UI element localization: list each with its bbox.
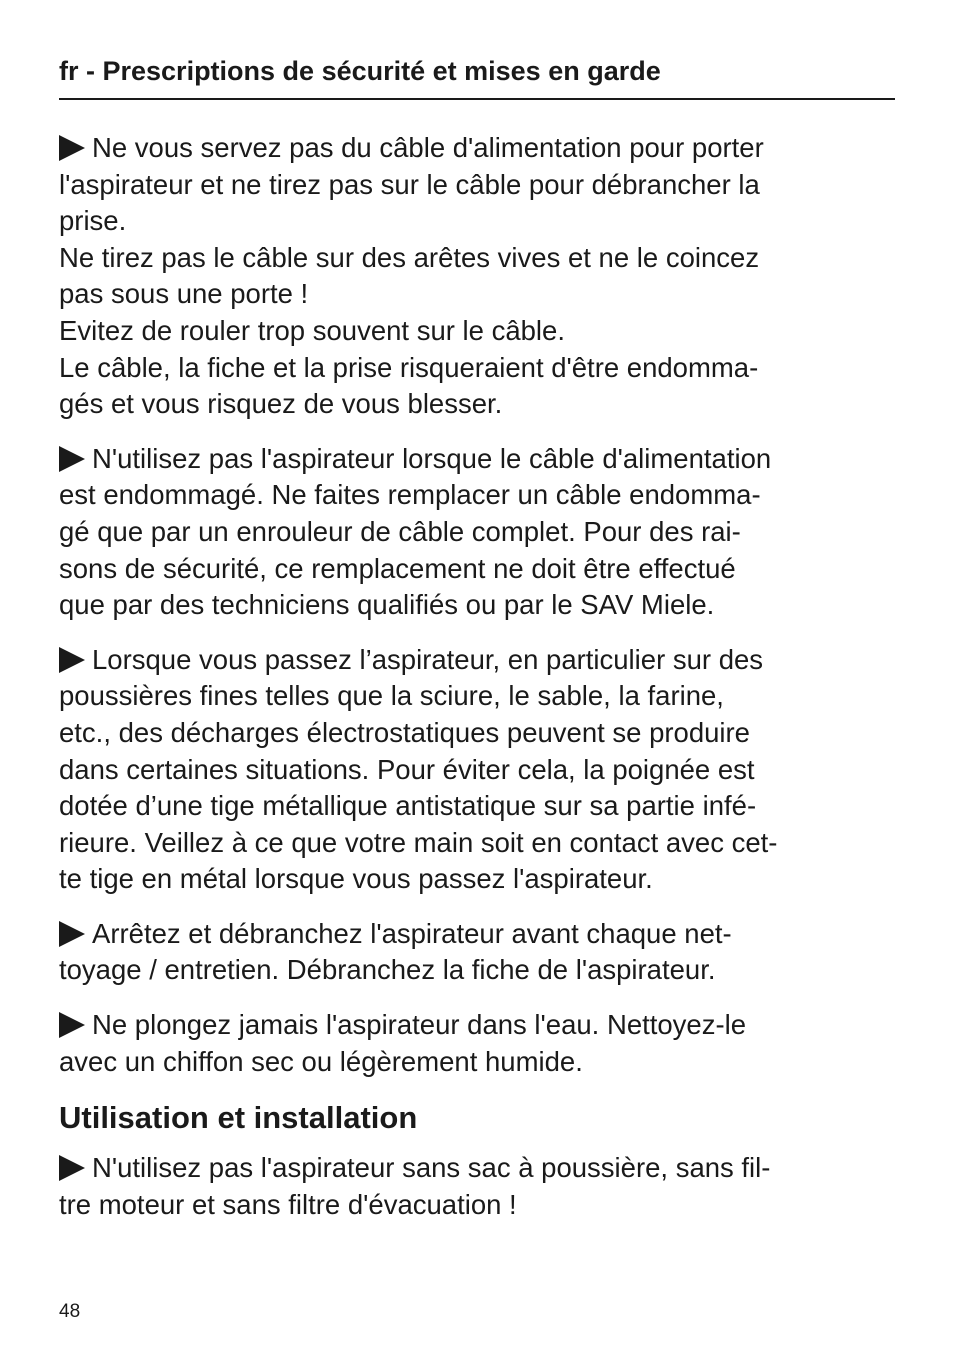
text-line: Ne plongez jamais l'aspirateur dans l'eau. Nettoyez-le <box>59 1007 895 1044</box>
page-number: 48 <box>59 1301 81 1322</box>
document-page <box>59 52 895 1241</box>
text-line: N'utilisez pas l'aspirateur lorsque le câble d'alimentation <box>59 441 895 478</box>
warning-paragraph-damaged-cable <box>59 441 895 624</box>
triangle-right-icon <box>59 1012 85 1038</box>
section-title: Utilisation et installation <box>59 1100 418 1136</box>
text-line: Evitez de rouler trop souvent sur le câble. <box>59 314 565 346</box>
text-line: Ne vous servez pas du câble d'alimentation pour porter <box>59 130 895 167</box>
text-line: gés et vous risquez de vous blesser. <box>59 388 503 420</box>
warning-paragraph-water <box>59 1007 895 1080</box>
text-line: pas sous une porte ! <box>59 278 309 310</box>
text-line: avec un chiffon sec ou légèrement humide. <box>59 1045 583 1077</box>
triangle-right-icon <box>59 446 85 472</box>
text-line: Lorsque vous passez l’aspirateur, en particulier sur des <box>59 642 895 679</box>
text-line: que par des techniciens qualifiés ou par le SAV Miele. <box>59 589 715 621</box>
text-line: l'aspirateur et ne tirez pas sur le câble pour débrancher la <box>59 168 760 200</box>
triangle-right-icon <box>59 1155 85 1181</box>
text-line: gé que par un enrouleur de câble complet. Pour des rai- <box>59 515 741 547</box>
warning-paragraph-cable <box>59 130 895 423</box>
text-line: tre moteur et sans filtre d'évacuation ! <box>59 1188 517 1220</box>
triangle-right-icon <box>59 647 85 673</box>
text-line: sons de sécurité, ce remplacement ne doit être effectué <box>59 552 736 584</box>
text-line: prise. <box>59 205 127 237</box>
text-line: Le câble, la fiche et la prise risqueraient d'être endomma- <box>59 351 759 383</box>
warning-paragraph-electrostatic <box>59 642 895 898</box>
text-line: Arrêtez et débranchez l'aspirateur avant chaque net- <box>59 916 895 953</box>
text-line: Ne tirez pas le câble sur des arêtes vives et ne le coincez <box>59 241 760 273</box>
text-line: dans certaines situations. Pour éviter cela, la poignée est <box>59 753 755 785</box>
triangle-right-icon <box>59 921 85 947</box>
text-line: etc., des décharges électrostatiques peuvent se produire <box>59 716 750 748</box>
text-line: te tige en métal lorsque vous passez l'aspirateur. <box>59 863 653 895</box>
text-line: N'utilisez pas l'aspirateur sans sac à poussière, sans fil- <box>59 1150 895 1187</box>
triangle-right-icon <box>59 135 85 161</box>
warning-paragraph-unplug <box>59 916 895 989</box>
page-header: fr - Prescriptions de sécurité et mises en garde <box>59 52 895 100</box>
text-line: dotée d’une tige métallique antistatique sur sa partie infé- <box>59 790 757 822</box>
text-line: poussières fines telles que la sciure, le sable, la farine, <box>59 680 724 712</box>
text-line: est endommagé. Ne faites remplacer un câble endomma- <box>59 479 761 511</box>
text-line: toyage / entretien. Débranchez la fiche de l'aspirateur. <box>59 954 716 986</box>
text-line: rieure. Veillez à ce que votre main soit en contact avec cet- <box>59 826 778 858</box>
warning-paragraph-filters <box>59 1150 895 1223</box>
